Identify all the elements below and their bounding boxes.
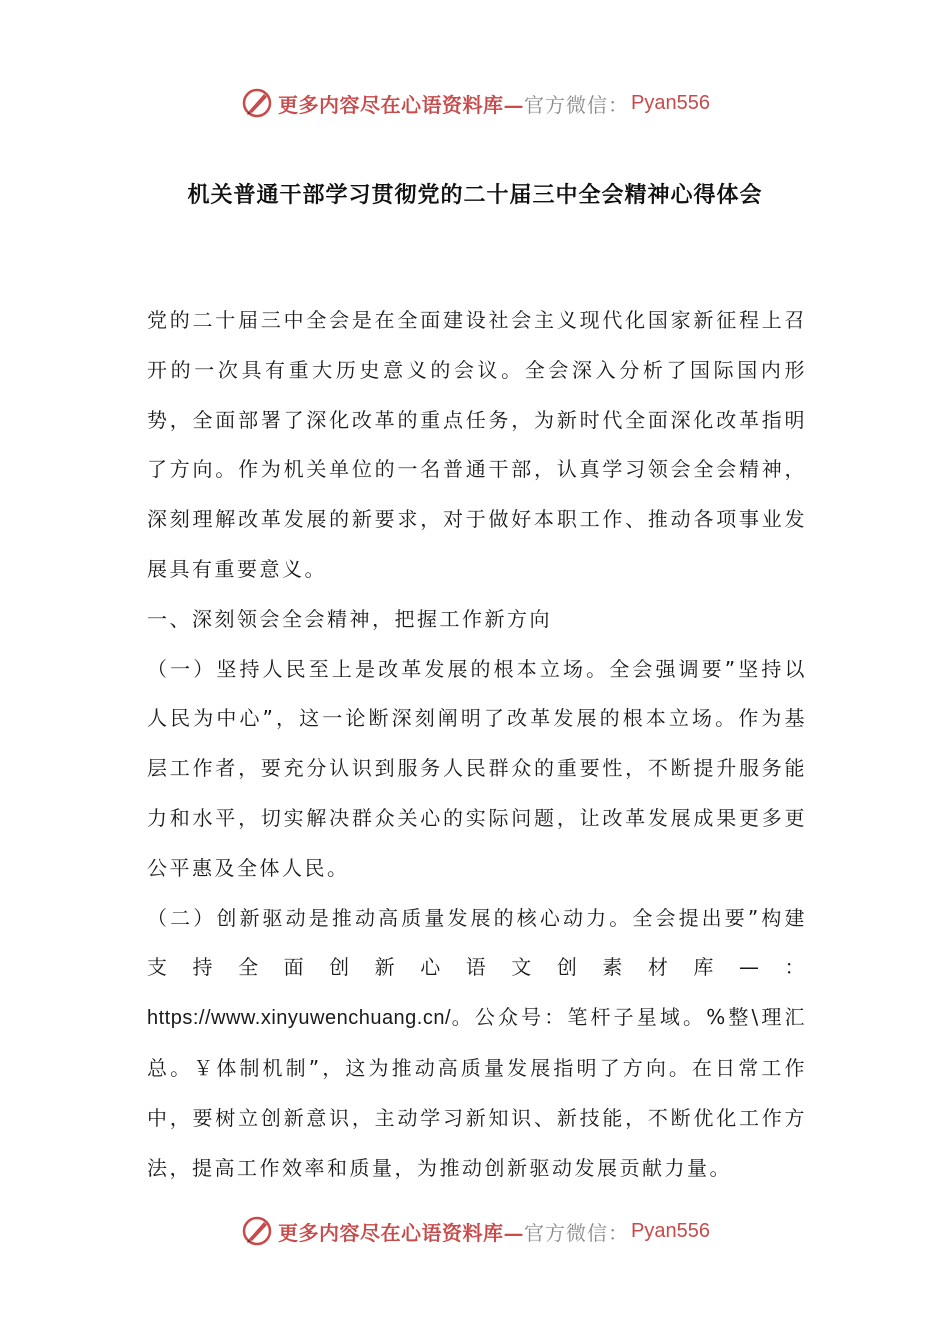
paragraph-point-2-after: 。公众号：笔杆子星域。%整\理汇总。￥体制机制”，这为推动高质量发展指明了方向。在日常工作中，要树立创新意识，主动学习新知识、新技能，不断优化工作方法，提高工作效率和质量，为推动创新驱动发展贡献力量。: [147, 1005, 807, 1180]
document-title: 机关普通干部学习贯彻党的二十届三中全会精神心得体会: [187, 183, 763, 208]
banner-wechat-id: Pyan556: [631, 1219, 710, 1242]
section-heading: 一、深刻领会全会精神，把握工作新方向: [147, 606, 552, 631]
banner-wechat-label: 官方微信：: [524, 92, 630, 117]
banner-wechat-id: Pyan556: [631, 91, 710, 114]
website-url: https://www.xinyuwenchuang.cn/: [147, 1007, 452, 1030]
banner-text: 更多内容尽在心语资料库—: [278, 92, 525, 117]
header-banner: [0, 83, 950, 123]
pen-circle-logo-icon: [240, 86, 274, 120]
banner-wechat-label: 官方微信：: [524, 1220, 630, 1245]
paragraph-point-2-before: （二）创新驱动是推动高质量发展的核心动力。全会提出要”构建支持全面创新心语文创素材库—：: [147, 905, 807, 980]
footer-banner: [0, 1211, 950, 1251]
pen-circle-logo-icon: [240, 1214, 274, 1248]
paragraph-point-1: （一）坚持人民至上是改革发展的根本立场。全会强调要”坚持以人民为中心”，这一论断深刻阐明了改革发展的根本立场。作为基层工作者，要充分认识到服务人民群众的重要性，不断提升服务能力和水平，切实解决群众关心的实际问题，让改革发展成果更多更公平惠及全体人民。: [147, 656, 807, 880]
paragraph-intro: 党的二十届三中全会是在全面建设社会主义现代化国家新征程上召开的一次具有重大历史意义的会议。全会深入分析了国际国内形势，全面部署了深化改革的重点任务，为新时代全面深化改革指明了方向。作为机关单位的一名普通干部，认真学习领会全会精神，深刻理解改革发展的新要求，对于做好本职工作、推动各项事业发展具有重要意义。: [147, 308, 807, 581]
document-body: [147, 296, 807, 1193]
banner-text: 更多内容尽在心语资料库—: [278, 1220, 525, 1245]
paragraph-point-2: [147, 894, 807, 1194]
